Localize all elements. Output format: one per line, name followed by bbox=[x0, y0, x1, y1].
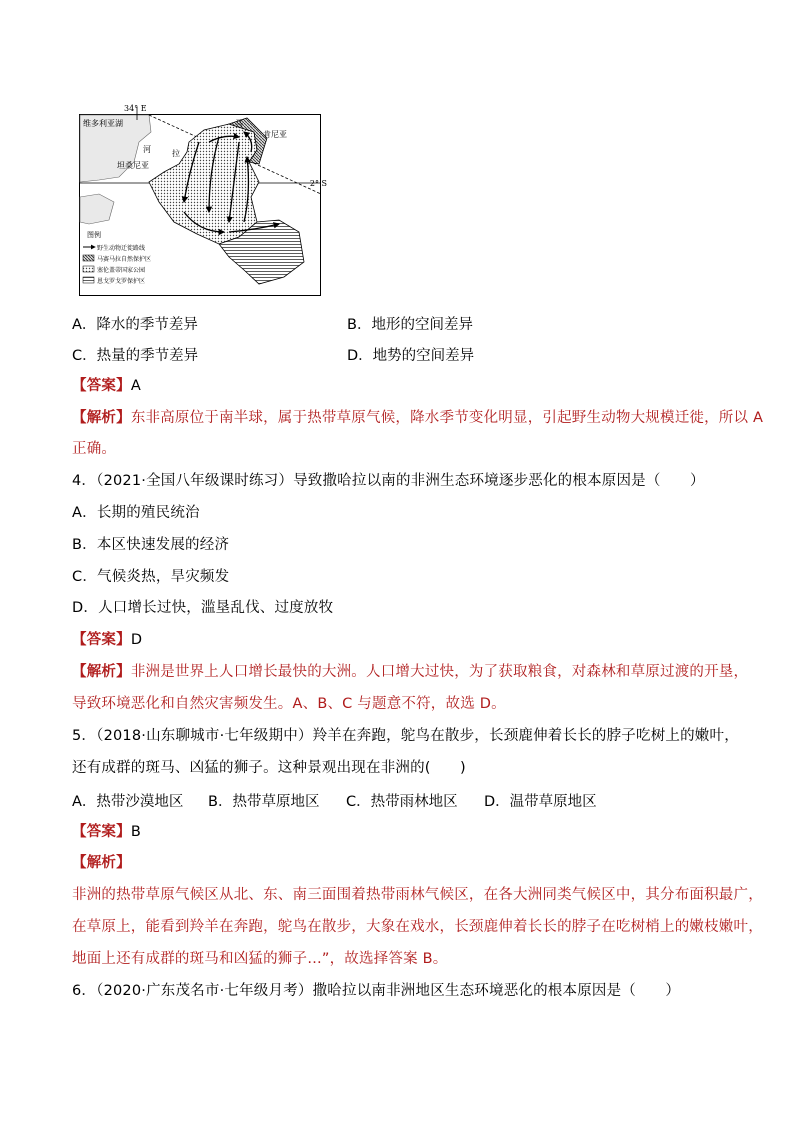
q5-analysis-line-2: 在草原上，能看到羚羊在奔跑，鸵鸟在散步，大象在戏水，长颈鹿伸着长长的脖子在吃树梢上的嫩枝嫩叶， bbox=[72, 919, 763, 935]
ma-label: 马 bbox=[235, 119, 243, 128]
q4-stem: 4．（2021·全国八年级课时练习）导致撒哈拉以南的非洲生态环境逐步恶化的根本原因是（ ） bbox=[72, 473, 705, 489]
migration-map bbox=[79, 102, 327, 296]
analysis-text: 东非高原位于南半球，属于热带草原气候，降水季节变化明显，引起野生动物大规模迁徙，所以 A bbox=[130, 410, 764, 426]
q3-analysis-line-1 bbox=[72, 408, 763, 428]
river-label-2: 拉 bbox=[172, 149, 180, 158]
answer-value: A bbox=[130, 378, 141, 394]
legend-item-mara: 马赛马拉自然保护区 bbox=[97, 256, 152, 263]
answer-tag: 【答案】 bbox=[72, 824, 131, 840]
answer-tag: 【答案】 bbox=[72, 632, 131, 648]
q4-option-d: D．人口增长过快，滥垦乱伐、过度放牧 bbox=[72, 600, 334, 616]
q4-option-a: A．长期的殖民统治 bbox=[72, 505, 200, 521]
q5-option-a: A．热带沙漠地区 bbox=[72, 794, 184, 810]
q3-option-d: D．地势的空间差异 bbox=[347, 348, 475, 364]
q6-stem: 6．（2020·广东茂名市·七年级月考）撒哈拉以南非洲地区生态环境恶化的根本原因是（ ） bbox=[72, 983, 681, 999]
kenya-label: 肯尼亚 bbox=[263, 130, 287, 139]
q5-answer bbox=[72, 822, 141, 842]
q5-stem-line-1: 5．（2018·山东聊城市·七年级期中）羚羊在奔跑，鸵鸟在散步，长颈鹿伸着长长的脖子吃树上的嫩叶， bbox=[72, 728, 739, 744]
lake-label: 维多利亚湖 bbox=[83, 119, 123, 128]
latitude-label: 2° S bbox=[309, 179, 327, 188]
q3-answer bbox=[72, 376, 141, 396]
answer-value: D bbox=[130, 632, 143, 648]
q5-option-c: C．热带雨林地区 bbox=[346, 794, 458, 810]
legend-title: 图例 bbox=[87, 231, 101, 239]
q5-analysis-line-1: 非洲的热带草原气候区从北、东、南三面围着热带雨林气候区，在各大洲同类气候区中，其分布面积最广， bbox=[72, 887, 763, 903]
q4-option-b: B．本区快速发展的经济 bbox=[72, 537, 230, 553]
q4-answer bbox=[72, 630, 142, 650]
answer-value: B bbox=[130, 824, 141, 840]
q5-option-d: D．温带草原地区 bbox=[484, 794, 597, 810]
river-label-1: 河 bbox=[143, 145, 151, 154]
legend-item-route: 野生动物迁徙路线 bbox=[97, 245, 146, 252]
q5-analysis-line-3: 地面上还有成群的斑马和凶猛的狮子…”，故选择答案 B。 bbox=[72, 951, 448, 967]
legend-item-ngorongoro: 恩戈罗戈罗保护区 bbox=[97, 278, 146, 285]
q3-analysis-line-2: 正确。 bbox=[72, 441, 117, 457]
q3-option-c: C．热量的季节差异 bbox=[72, 348, 199, 364]
longitude-label: 34° E bbox=[124, 104, 147, 113]
tanzania-label: 坦桑尼亚 bbox=[117, 161, 149, 170]
analysis-text: 非洲是世界上人口增长最快的大洲。人口增大过快，为了获取粮食，对森林和草原过渡的开垦， bbox=[130, 664, 749, 680]
q4-option-c: C．气候炎热，旱灾频发 bbox=[72, 569, 230, 585]
q3-option-b: B．地形的空间差异 bbox=[347, 317, 473, 333]
legend-item-serengeti: 塞伦盖蒂国家公园 bbox=[97, 267, 146, 274]
q4-analysis-line-1 bbox=[72, 662, 748, 682]
q5-analysis-tag: 【解析】 bbox=[72, 855, 131, 871]
q5-stem-line-2: 还有成群的斑马、凶猛的狮子。这种景观出现在非洲的( ) bbox=[72, 760, 466, 776]
q3-option-a: A．降水的季节差异 bbox=[72, 317, 198, 333]
analysis-tag: 【解析】 bbox=[72, 410, 131, 426]
q5-option-b: B．热带草原地区 bbox=[208, 794, 320, 810]
answer-tag: 【答案】 bbox=[72, 378, 131, 394]
analysis-tag: 【解析】 bbox=[72, 664, 131, 680]
q4-analysis-line-2: 导致环境恶化和自然灾害频发生。A、B、C 与题意不符，故选 D。 bbox=[72, 696, 506, 712]
